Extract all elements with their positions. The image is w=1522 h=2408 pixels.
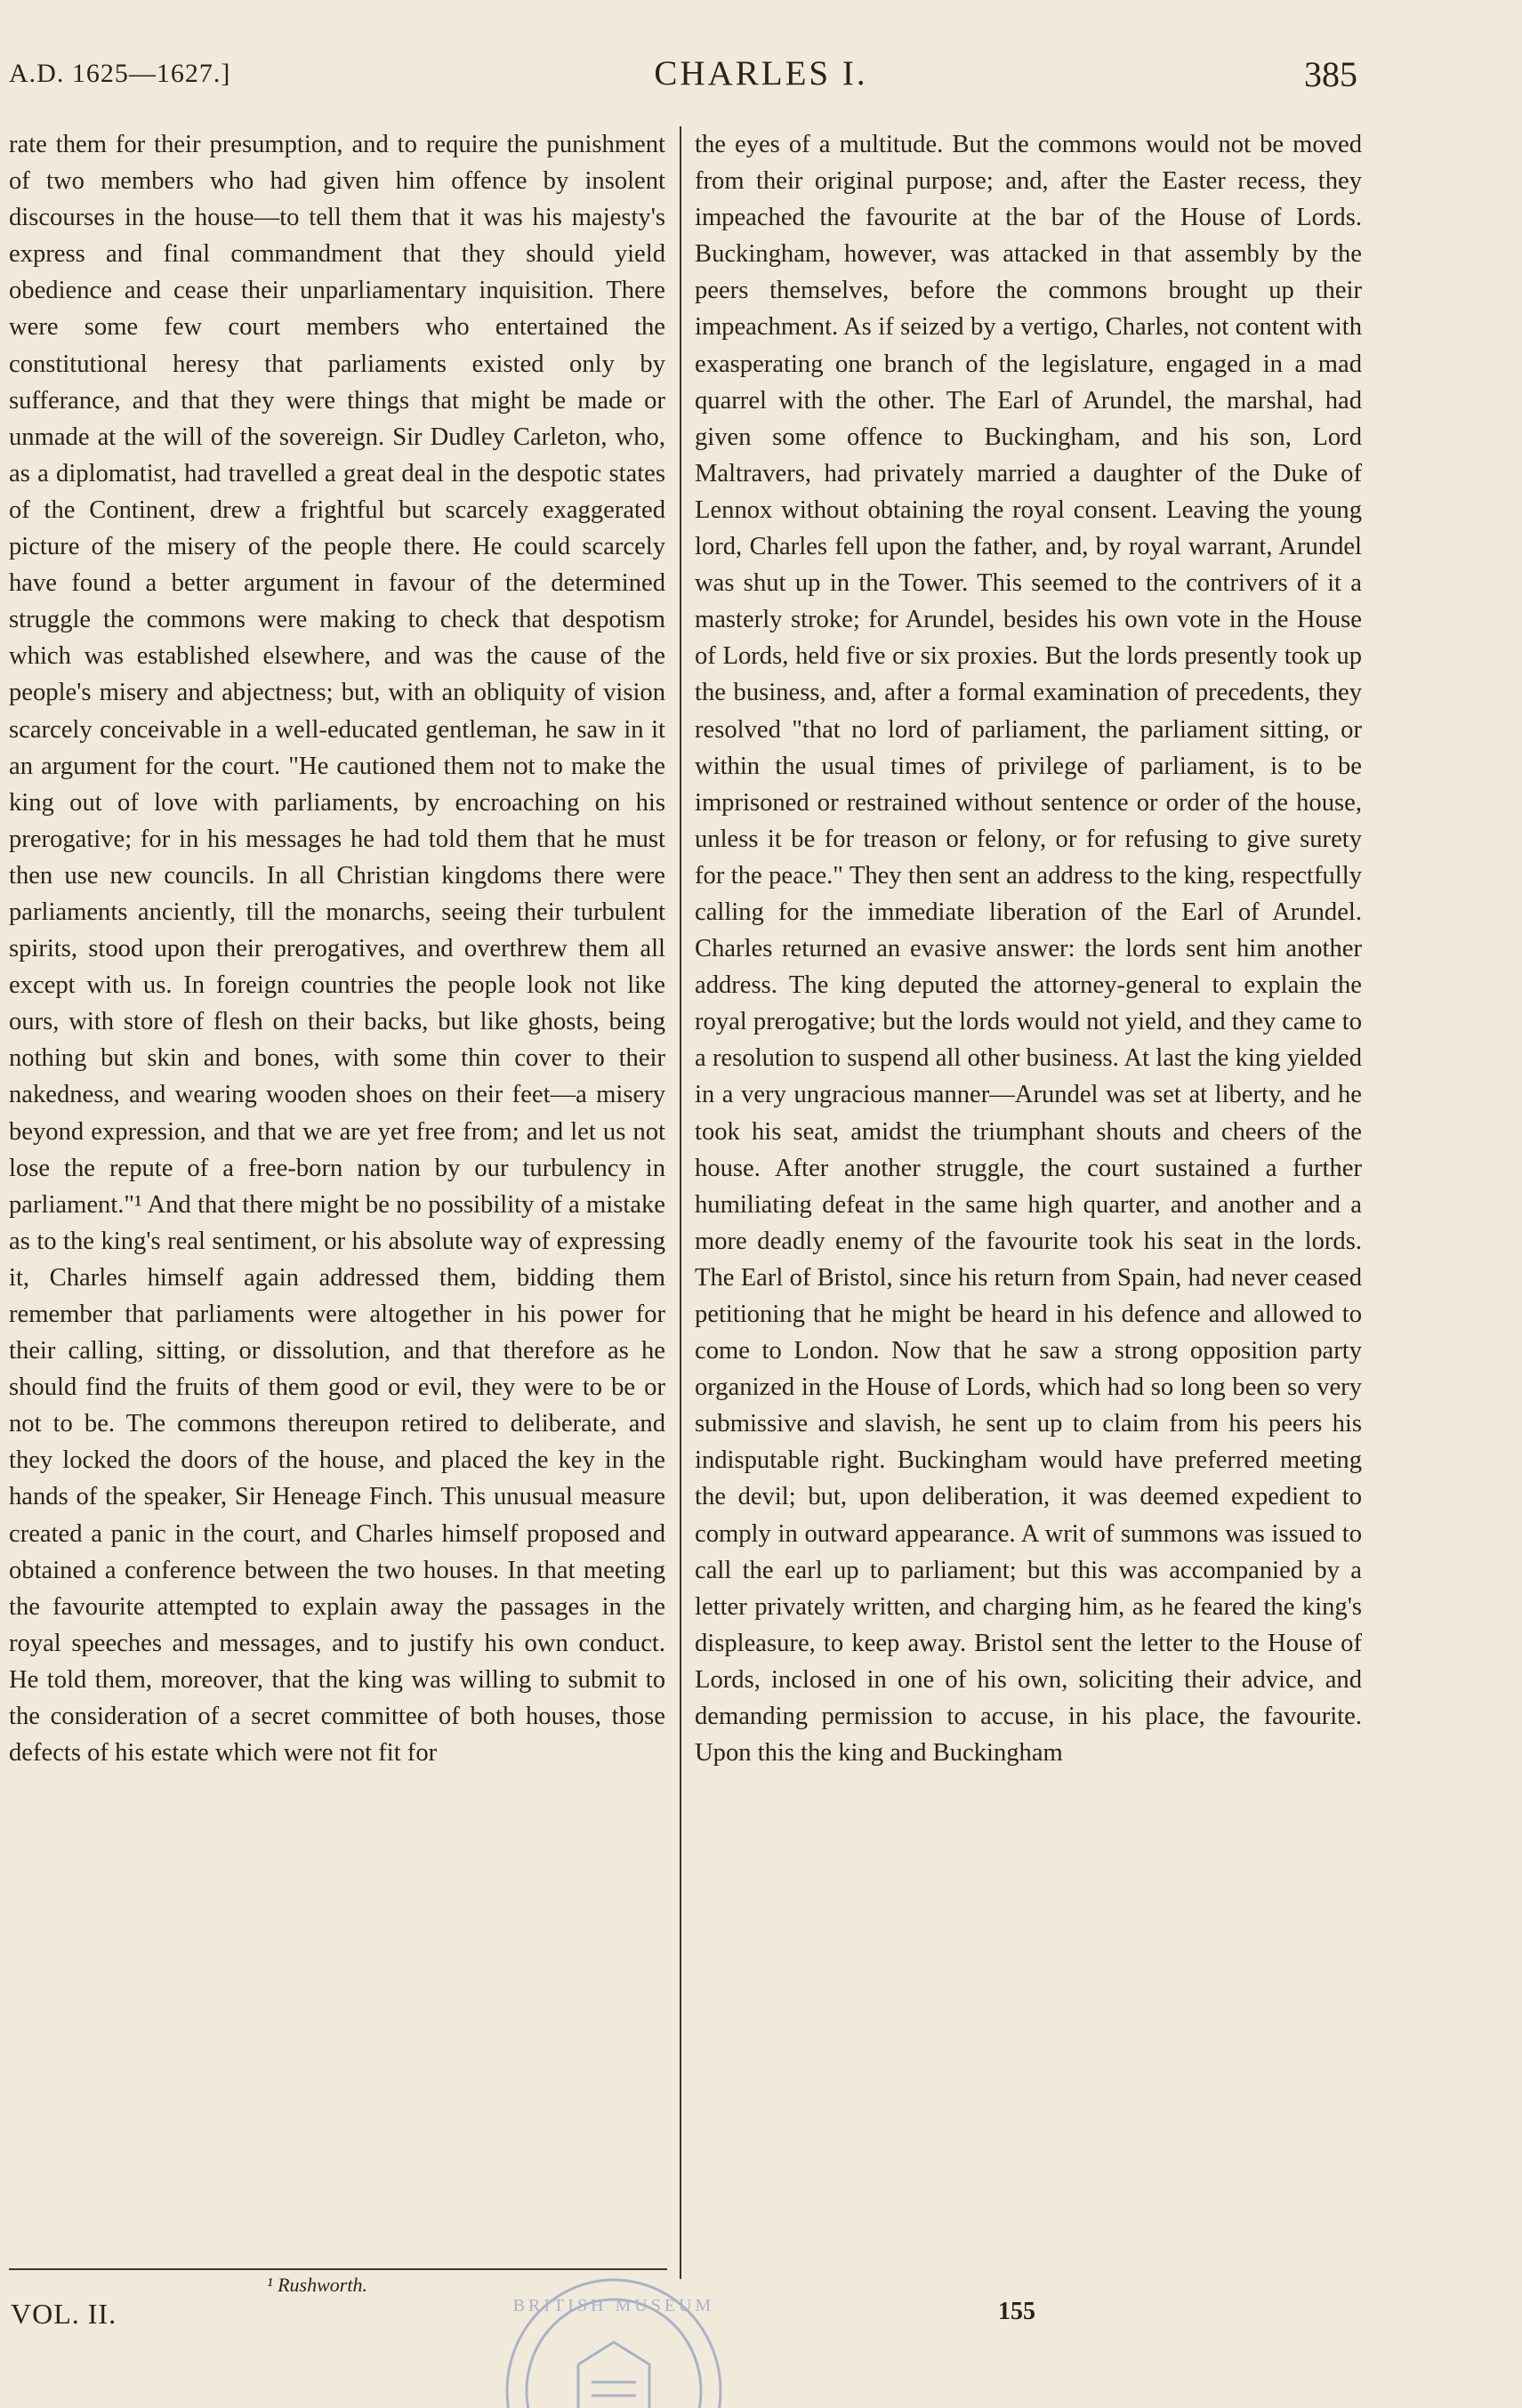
right-column	[695, 126, 1362, 1771]
library-stamp-icon	[480, 2258, 747, 2408]
left-column-text: rate them for their presumption, and to require the punishment of two members who had given him offence by insolent discourses in the house—to tell them that it was his majesty's express and final commandment that they should yield obedience and cease their unparliamentary inquisition. There were some few court members who entertained the constitutional heresy that parliaments existed only by sufferance, and that they were things that might be made or unmade at the will of the sovereign. Sir Dudley Carleton, who, as a diplomatist, had travelled a great deal in the despotic states of the Continent, drew a frightful but scarcely exaggerated picture of the misery of the people there. He could scarcely have found a better argument in favour of the determined struggle the commons were making to check that despotism which was established elsewhere, and was the cause of the people's misery and abjectness; but, with an obliquity of vision scarcely conceivable in a well-educated gentleman, he saw in it an argument for the court. "He cautioned them not to make the king out of love with parliaments, by encroaching on his prerogative; for in his messages he had told them that he must then use new councils. In all Christian kingdoms there were parliaments anciently, till the monarchs, seeing their turbulent spirits, stood upon their prerogatives, and overthrew them all except with us. In foreign countries the people look not like ours, with store of flesh on their backs, but like ghosts, being nothing but skin and bones, with some thin cover to their nakedness, and wearing wooden shoes on their feet—a misery beyond expression, and that we are yet free from; and let us not lose the repute of a free-born nation by our turbulency in parliament."¹ And that there might be no possibility of a mistake as to the king's real sentiment, or his absolute way of expressing it, Charles himself again addressed them, bidding them remember that parliaments were altogether in his power for their calling, sitting, or dissolution, and that therefore as he should find the fruits of them good or evil, they were to be or not to be. The commons thereupon retired to deliberate, and they locked the doors of the house, and placed the key in the hands of the speaker, Sir Heneage Finch. This unusual measure created a panic in the court, and Charles himself proposed and obtained a conference between the two houses. In that meeting the favourite attempted to explain away the passages in the royal speeches and messages, and to justify his own conduct. He told them, moreover, that the king was willing to submit to the consideration of a secret committee of both houses, those defects of his estate which were not fit for	[9, 131, 665, 1768]
right-column-text: the eyes of a multitude. But the commons would not be moved from their original purpose; and, after the Easter recess, they impeached the favourite at the bar of the House of Lords. Buckingham, however, was attacked in that assembly by the peers themselves, before the commons brought up their impeachment. As if seized by a vertigo, Charles, not content with exasperating one branch of the legislature, engaged in a mad quarrel with the other. The Earl of Arundel, the marshal, had given some offence to Buckingham, and his son, Lord Maltravers, had privately married a daughter of the Duke of Lennox without obtaining the royal consent. Leaving the young lord, Charles fell upon the father, and, by royal warrant, Arundel was shut up in the Tower. This seemed to the contrivers of it a masterly stroke; for Arundel, besides his own vote in the House of Lords, held five or six proxies. But the lords presently took up the business, and, after a formal examination of precedents, they resolved "that no lord of parliament, the parliament sitting, or within the usual times of privilege of parliament, is to be imprisoned or restrained without sentence or order of the house, unless it be for treason or felony, or for refusing to give surety for the peace." They then sent an address to the king, respectfully calling for the immediate liberation of the Earl of Arundel. Charles returned an evasive answer: the lords sent him another address. The king deputed the attorney-general to explain the royal prerogative; but the lords would not yield, and they came to a resolution to suspend all other business. At last the king yielded in a very ungracious manner—Arundel was set at liberty, and he took his seat, amidst the triumphant shouts and cheers of the house. After another struggle, the court sustained a further humiliating defeat in the same high quarter, and another and a more deadly enemy of the favourite took his seat in the lords. The Earl of Bristol, since his return from Spain, had never ceased petitioning that he might be heard in his defence and allowed to come to London. Now that he saw a strong opposition party organized in the House of Lords, which had so long been so very submissive and slavish, he sent up to claim from his peers his indisputable right. Buckingham would have preferred meeting the devil; but, upon deliberation, it was deemed expedient to comply in outward appearance. A writ of summons was issued to call the earl up to parliament; but this was accompanied by a letter privately written, and charging him, as he feared the king's displeasure, to keep away. Bristol sent the letter to the House of Lords, inclosed in one of his own, soliciting their advice, and demanding permission to accuse, in his place, the favourite. Upon this the king and Buckingham	[695, 131, 1362, 1768]
volume-mark: VOL. II.	[11, 2298, 117, 2330]
left-column	[9, 126, 665, 1771]
header-date-range: A.D. 1625—1627.]	[9, 59, 231, 88]
column-divider	[680, 126, 681, 2279]
page-number: 385	[1304, 54, 1357, 94]
running-header	[0, 52, 1522, 96]
header-title: CHARLES I.	[654, 54, 868, 93]
footnote: ¹ Rushworth.	[267, 2274, 367, 2296]
sheet-signature: 155	[998, 2298, 1035, 2325]
svg-text:BRITISH MUSEUM: BRITISH MUSEUM	[512, 2296, 715, 2315]
